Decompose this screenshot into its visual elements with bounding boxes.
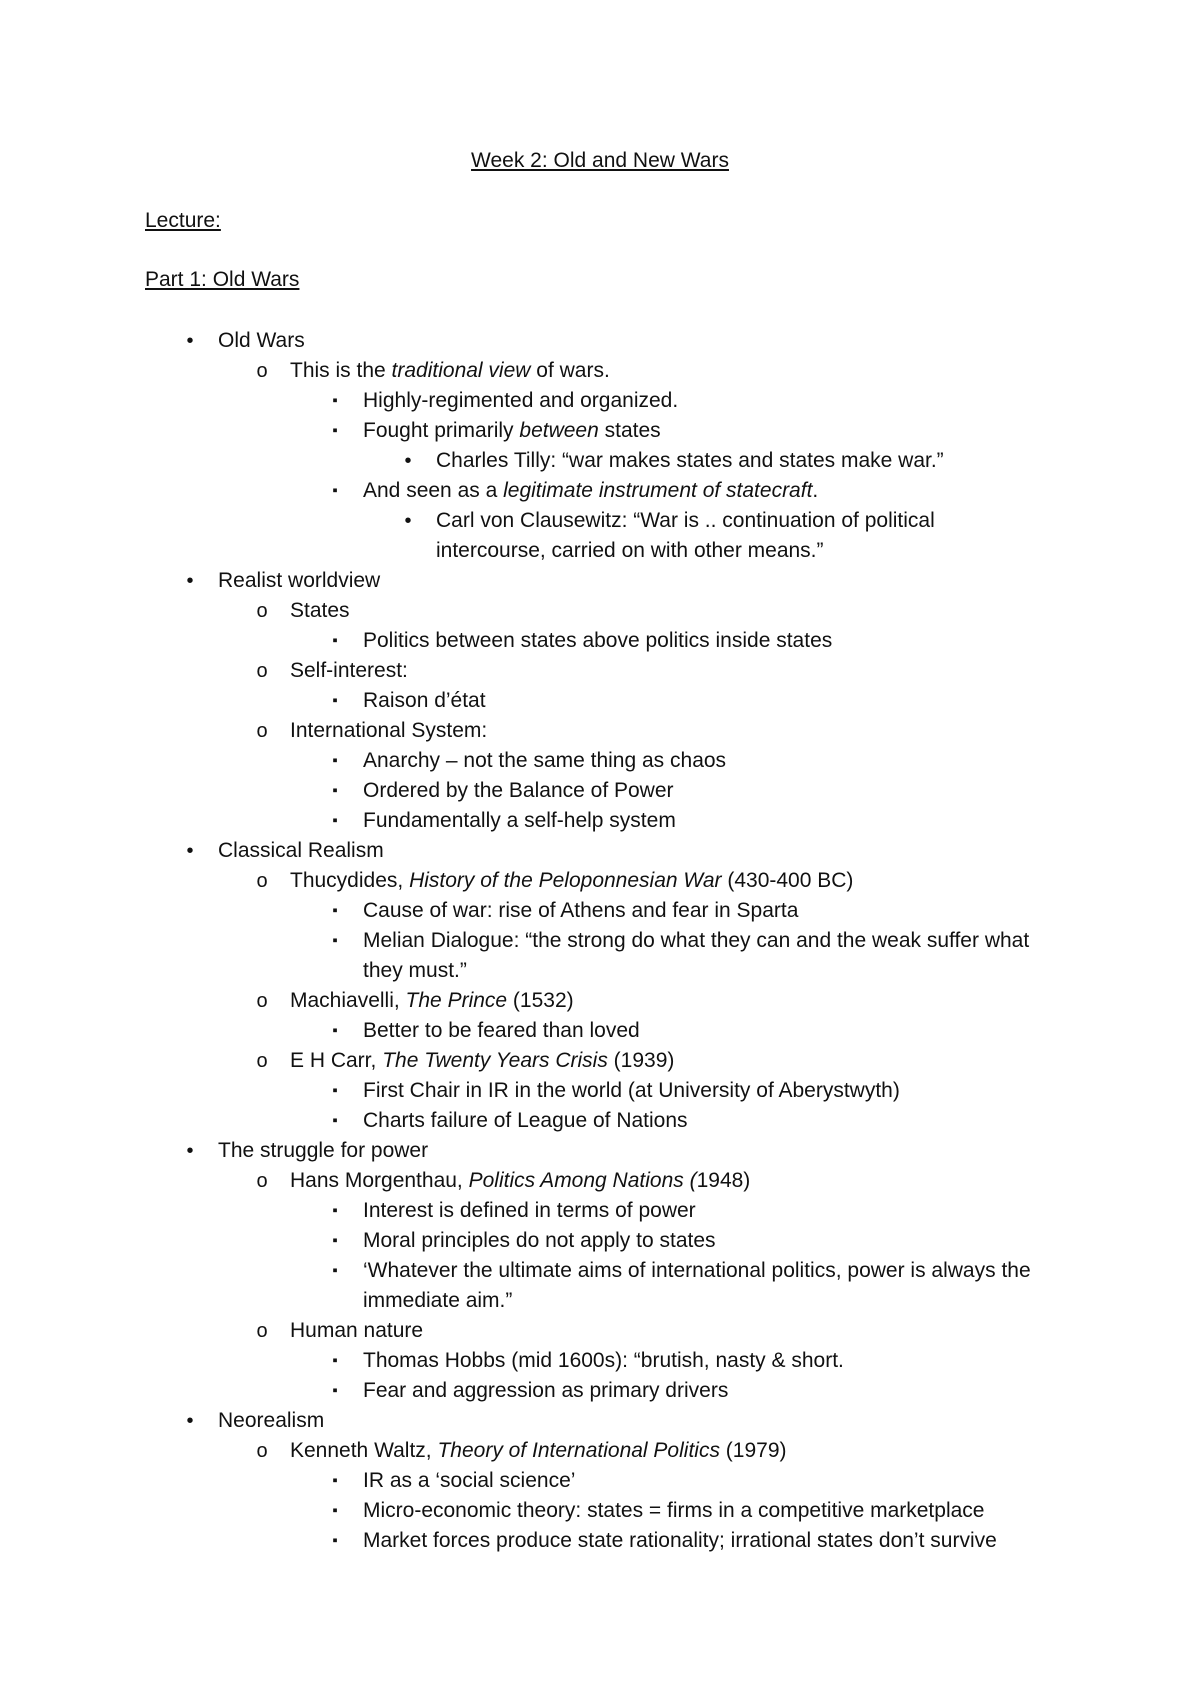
text-run: Carl von Clausewitz: “War is .. continuation of political intercourse, carried on with other means.” xyxy=(436,509,935,562)
text-run: Neorealism xyxy=(218,1409,325,1432)
list-item xyxy=(0,1406,1200,1436)
list-item xyxy=(0,986,1200,1016)
list-item-text xyxy=(363,1256,1063,1316)
list-item-text xyxy=(436,446,944,476)
list-item-text xyxy=(363,806,676,836)
list-item xyxy=(0,1046,1200,1076)
list-item-text xyxy=(363,1226,716,1256)
list-item xyxy=(0,386,1200,416)
bullet-marker: ▪ xyxy=(332,812,338,829)
list-item-text xyxy=(290,356,610,386)
list-item-text xyxy=(290,1166,750,1196)
list-item-text xyxy=(363,626,832,656)
italic-text: legitimate instrument of statecraft xyxy=(503,479,813,502)
bullet-marker: • xyxy=(186,1410,194,1432)
bullet-marker: ▪ xyxy=(332,392,338,409)
list-item-text xyxy=(290,1046,674,1076)
text-run: Hans Morgenthau, xyxy=(290,1169,469,1192)
text-run: Kenneth Waltz, xyxy=(290,1439,438,1462)
list-item xyxy=(0,1466,1200,1496)
bullet-marker: ▪ xyxy=(332,1352,338,1369)
page-title: Week 2: Old and New Wars xyxy=(471,149,729,172)
text-run: (1532) xyxy=(507,989,574,1012)
list-item xyxy=(0,1016,1200,1046)
list-item xyxy=(0,626,1200,656)
text-run: ‘Whatever the ultimate aims of international politics, power is always the immediate aim.” xyxy=(363,1259,1031,1312)
text-run: Anarchy – not the same thing as chaos xyxy=(363,749,727,772)
list-item-text xyxy=(363,1106,688,1136)
list-item-text xyxy=(436,506,996,566)
italic-text: The Twenty Years Crisis xyxy=(382,1049,608,1072)
text-run: Micro-economic theory: states = firms in a competitive marketplace xyxy=(363,1499,985,1522)
list-item-text xyxy=(218,326,305,356)
text-run: . xyxy=(812,479,819,502)
list-item xyxy=(0,1526,1200,1556)
text-run: Moral principles do not apply to states xyxy=(363,1229,716,1252)
list-item-text xyxy=(363,1346,844,1376)
text-run: This is the xyxy=(290,359,392,382)
text-run: states xyxy=(598,419,661,442)
text-run: (430-400 BC) xyxy=(721,869,854,892)
bullet-marker: ▪ xyxy=(332,1382,338,1399)
text-run: Melian Dialogue: “the strong do what they can and the weak suffer what they must.” xyxy=(363,929,1030,982)
text-run: Interest is defined in terms of power xyxy=(363,1199,696,1222)
bullet-marker: ▪ xyxy=(332,1232,338,1249)
bullet-marker: o xyxy=(256,1440,268,1462)
list-item xyxy=(0,446,1200,476)
list-item xyxy=(0,806,1200,836)
list-item-text xyxy=(290,1316,423,1346)
list-item-text xyxy=(290,716,487,746)
italic-text: History of the Peloponnesian War xyxy=(409,869,722,892)
text-run: Thomas Hobbs (mid 1600s): “brutish, nasty & short. xyxy=(363,1349,844,1372)
bullet-marker: ▪ xyxy=(332,1472,338,1489)
bullet-marker: o xyxy=(256,600,268,622)
list-item xyxy=(0,926,1200,986)
list-item-text xyxy=(363,476,818,506)
bullet-marker: ▪ xyxy=(332,752,338,769)
list-item xyxy=(0,1106,1200,1136)
list-item-text xyxy=(363,386,678,416)
list-item-text xyxy=(363,416,661,446)
list-item-text xyxy=(290,1436,787,1466)
list-item-text xyxy=(218,566,380,596)
list-item xyxy=(0,866,1200,896)
text-run: of wars. xyxy=(530,359,610,382)
text-run: Charts failure of League of Nations xyxy=(363,1109,688,1132)
bullet-marker: o xyxy=(256,870,268,892)
bullet-marker: o xyxy=(256,660,268,682)
list-item xyxy=(0,1346,1200,1376)
list-item-text xyxy=(218,1406,324,1436)
bullet-marker: • xyxy=(404,450,412,472)
italic-text: Theory of International Politics xyxy=(437,1439,720,1462)
list-item xyxy=(0,566,1200,596)
text-run: Charles Tilly: “war makes states and states make war.” xyxy=(436,449,944,472)
text-run: Politics between states above politics inside states xyxy=(363,629,833,652)
bullet-marker: ▪ xyxy=(332,632,338,649)
text-run: Fundamentally a self-help system xyxy=(363,809,676,832)
bullet-marker: o xyxy=(256,1320,268,1342)
list-item-text xyxy=(363,1496,984,1526)
list-item xyxy=(0,1136,1200,1166)
list-item xyxy=(0,1166,1200,1196)
bullet-marker: • xyxy=(186,570,194,592)
text-run: (1939) xyxy=(607,1049,675,1072)
list-item-text xyxy=(363,1016,640,1046)
bullet-marker: ▪ xyxy=(332,482,338,499)
italic-text: The Prince xyxy=(405,989,508,1012)
bullet-marker: • xyxy=(186,1140,194,1162)
text-run: (1979) xyxy=(719,1439,787,1462)
outline-list xyxy=(0,326,1200,1556)
list-item xyxy=(0,686,1200,716)
list-item xyxy=(0,596,1200,626)
list-item xyxy=(0,476,1200,506)
italic-text: Politics Among Nations ( xyxy=(468,1169,697,1192)
list-item-text xyxy=(363,1196,696,1226)
bullet-marker: ▪ xyxy=(332,902,338,919)
part-heading: Part 1: Old Wars xyxy=(145,268,300,291)
list-item xyxy=(0,1076,1200,1106)
list-item-text xyxy=(363,686,486,716)
list-item-text xyxy=(290,596,350,626)
italic-text: traditional view xyxy=(391,359,531,382)
bullet-marker: o xyxy=(256,1170,268,1192)
text-run: Fear and aggression as primary drivers xyxy=(363,1379,729,1402)
list-item xyxy=(0,1196,1200,1226)
text-run: IR as a ‘social science’ xyxy=(363,1469,576,1492)
list-item xyxy=(0,776,1200,806)
list-item-text xyxy=(218,836,384,866)
text-run: And seen as a xyxy=(363,479,504,502)
text-run: The struggle for power xyxy=(218,1139,429,1162)
text-run: Thucydides, xyxy=(290,869,410,892)
list-item xyxy=(0,1376,1200,1406)
bullet-marker: o xyxy=(256,990,268,1012)
text-run: Cause of war: rise of Athens and fear in Sparta xyxy=(363,899,799,922)
list-item-text xyxy=(290,656,408,686)
list-item xyxy=(0,1226,1200,1256)
text-run: Classical Realism xyxy=(218,839,384,862)
text-run: Realist worldview xyxy=(218,569,381,592)
text-run: States xyxy=(290,599,350,622)
text-run: Machiavelli, xyxy=(290,989,406,1012)
text-run: First Chair in IR in the world (at University of Aberystwyth) xyxy=(363,1079,900,1102)
list-item xyxy=(0,356,1200,386)
list-item xyxy=(0,1316,1200,1346)
list-item xyxy=(0,836,1200,866)
bullet-marker: ▪ xyxy=(332,1022,338,1039)
list-item xyxy=(0,326,1200,356)
bullet-marker: ▪ xyxy=(332,1202,338,1219)
list-item-text xyxy=(363,1076,900,1106)
bullet-marker: ▪ xyxy=(332,1502,338,1519)
bullet-marker: ▪ xyxy=(332,1082,338,1099)
list-item xyxy=(0,716,1200,746)
list-item xyxy=(0,1496,1200,1526)
bullet-marker: ▪ xyxy=(332,422,338,439)
list-item xyxy=(0,416,1200,446)
bullet-marker: o xyxy=(256,360,268,382)
text-run: Human nature xyxy=(290,1319,424,1342)
list-item-text xyxy=(363,896,798,926)
list-item-text xyxy=(363,1466,575,1496)
bullet-marker: ▪ xyxy=(332,932,338,949)
text-run: Old Wars xyxy=(218,329,305,352)
text-run: E H Carr, xyxy=(290,1049,383,1072)
list-item xyxy=(0,746,1200,776)
text-run: Highly-regimented and organized. xyxy=(363,389,679,412)
bullet-marker: ▪ xyxy=(332,1262,338,1279)
bullet-marker: ▪ xyxy=(332,692,338,709)
text-run: Ordered by the Balance of Power xyxy=(363,779,674,802)
text-run: Raison d’état xyxy=(363,689,486,712)
list-item-text xyxy=(218,1136,428,1166)
list-item-text xyxy=(363,1526,997,1556)
text-run: Self-interest: xyxy=(290,659,408,682)
text-run: Market forces produce state rationality; irrational states don’t survive xyxy=(363,1529,997,1552)
text-run: 1948) xyxy=(696,1169,751,1192)
text-run: International System: xyxy=(290,719,488,742)
list-item-text xyxy=(363,1376,728,1406)
list-item xyxy=(0,656,1200,686)
bullet-marker: • xyxy=(404,510,412,532)
list-item-text xyxy=(290,866,853,896)
text-run: Fought primarily xyxy=(363,419,520,442)
text-run: Better to be feared than loved xyxy=(363,1019,640,1042)
list-item xyxy=(0,896,1200,926)
italic-text: between xyxy=(519,419,599,442)
list-item xyxy=(0,1256,1200,1316)
bullet-marker: ▪ xyxy=(332,1532,338,1549)
list-item-text xyxy=(363,926,1063,986)
list-item-text xyxy=(363,746,726,776)
bullet-marker: o xyxy=(256,1050,268,1072)
bullet-marker: ▪ xyxy=(332,1112,338,1129)
lecture-heading: Lecture: xyxy=(145,209,221,232)
list-item-text xyxy=(363,776,674,806)
list-item xyxy=(0,506,1200,566)
bullet-marker: • xyxy=(186,840,194,862)
bullet-marker: o xyxy=(256,720,268,742)
list-item xyxy=(0,1436,1200,1466)
bullet-marker: • xyxy=(186,330,194,352)
bullet-marker: ▪ xyxy=(332,782,338,799)
list-item-text xyxy=(290,986,574,1016)
